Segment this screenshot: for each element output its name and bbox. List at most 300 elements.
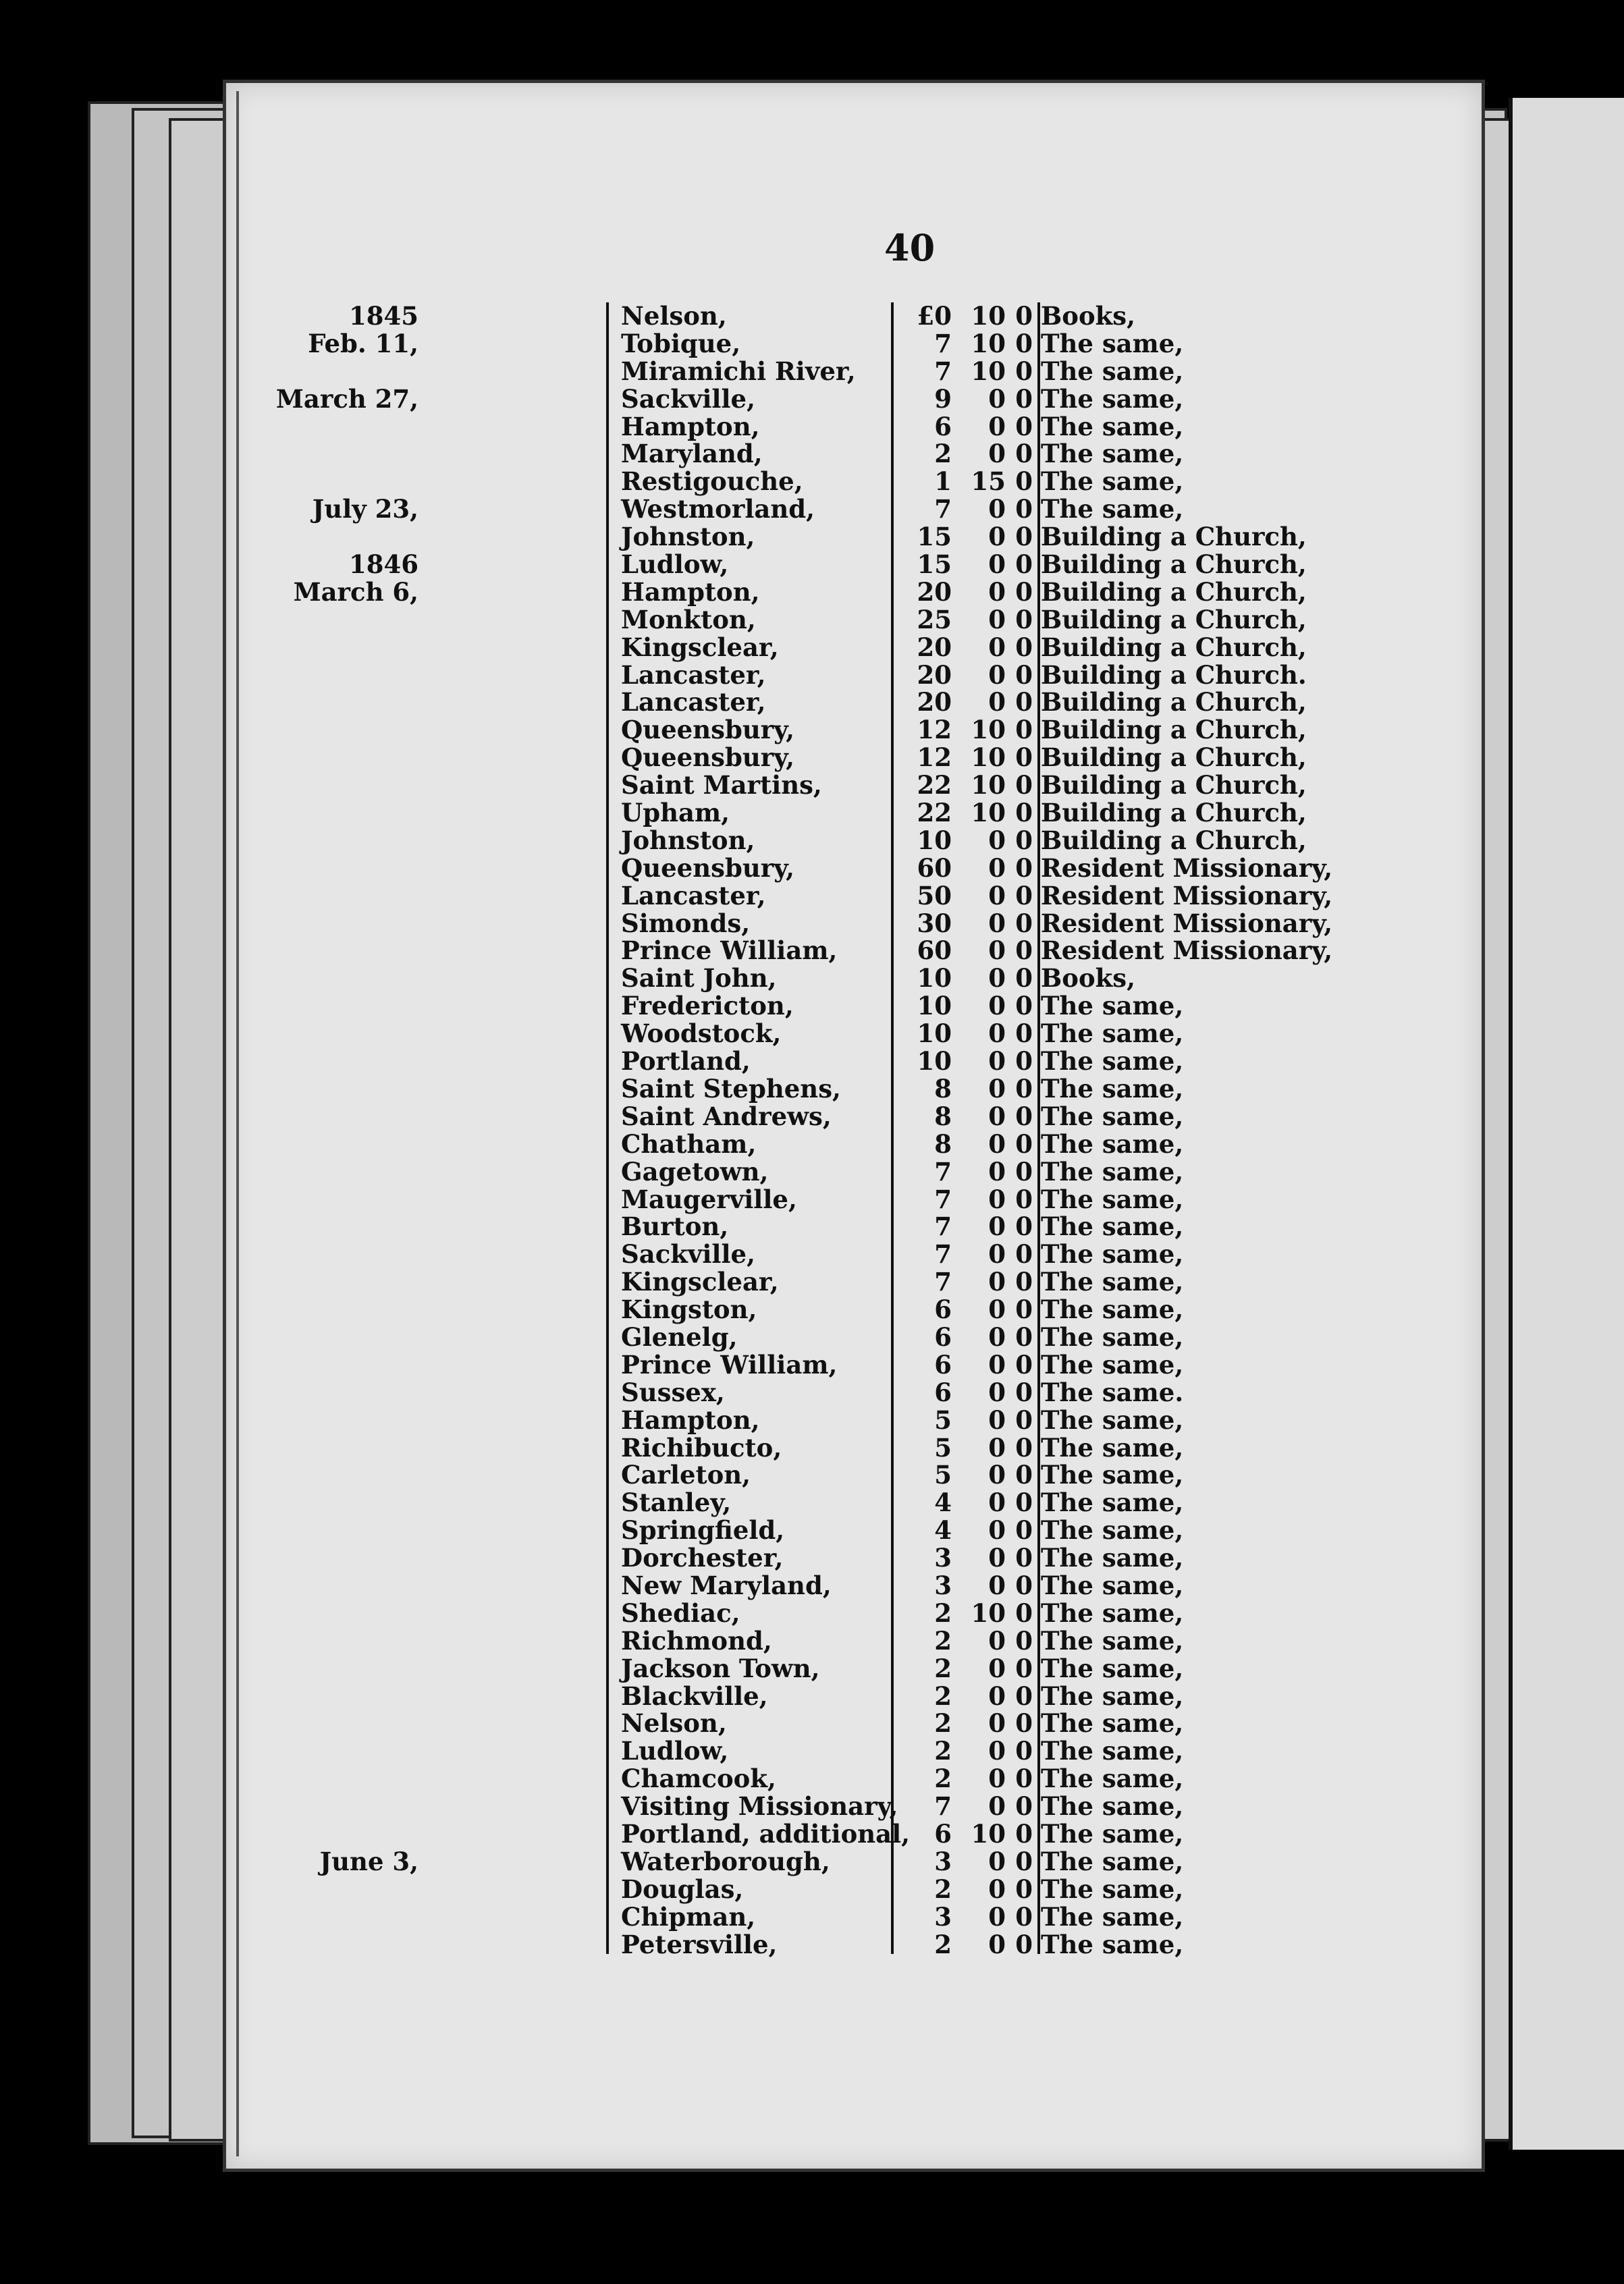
ledger-pounds: 2 — [934, 439, 952, 469]
ledger-place: Woodstock, — [621, 1018, 782, 1049]
ledger-place: Sussex, — [621, 1377, 725, 1407]
ledger-place: Johnston, — [621, 522, 755, 552]
ledger-pence: 0 — [1015, 1846, 1033, 1876]
ledger-pounds: 2 — [934, 1764, 952, 1794]
ledger-place: Sackville, — [621, 383, 755, 414]
ledger-place: Ludlow, — [621, 549, 729, 580]
ledger-shillings: 0 — [988, 1239, 1006, 1270]
ledger-place: Shediac, — [621, 1598, 740, 1628]
ledger-place: Visiting Missionary, — [621, 1791, 898, 1822]
ledger-shillings: 0 — [988, 852, 1006, 883]
ledger-date: June 3, — [319, 1846, 418, 1876]
ledger-pence: 0 — [1015, 1901, 1033, 1932]
ledger-shillings: 0 — [988, 1267, 1006, 1297]
ledger-pence: 0 — [1015, 1267, 1033, 1297]
ledger-pounds: 20 — [917, 687, 952, 717]
ledger-purpose: The same, — [1041, 1708, 1184, 1739]
ledger-pence: 0 — [1015, 1101, 1033, 1131]
ledger-place: Hampton, — [621, 1405, 760, 1435]
ledger-purpose: The same. — [1041, 1377, 1184, 1407]
ledger-shillings: 0 — [988, 963, 1006, 994]
ledger-pence: 0 — [1015, 659, 1033, 690]
ledger-shillings: 0 — [988, 1073, 1006, 1104]
ledger-date: 1845 — [349, 301, 418, 331]
ledger-shillings: 10 — [971, 328, 1006, 358]
ledger-place: Tobique, — [621, 328, 741, 358]
ledger-shillings: 10 — [971, 798, 1006, 828]
ledger-place: Saint Andrews, — [621, 1101, 832, 1131]
ledger-pence: 0 — [1015, 1129, 1033, 1159]
ledger-pence: 0 — [1015, 549, 1033, 580]
ledger-pence: 0 — [1015, 1929, 1033, 1959]
ledger-purpose: The same, — [1041, 1653, 1184, 1683]
ledger-place: Nelson, — [621, 1708, 727, 1739]
ledger-shillings: 0 — [988, 1570, 1006, 1600]
ledger-pence: 0 — [1015, 1156, 1033, 1187]
ledger-place: Kingsclear, — [621, 1267, 779, 1297]
ledger-purpose: The same, — [1041, 1322, 1184, 1352]
ledger-pounds: 6 — [934, 1322, 952, 1352]
ledger-purpose: The same, — [1041, 1570, 1184, 1600]
ledger-pence: 0 — [1015, 632, 1033, 662]
ledger-pence: 0 — [1015, 411, 1033, 441]
ledger-pounds: 4 — [934, 1488, 952, 1518]
ledger-shillings: 0 — [988, 1377, 1006, 1407]
ledger-pence: 0 — [1015, 1625, 1033, 1656]
ledger-pence: 0 — [1015, 1460, 1033, 1490]
ledger-pounds: 7 — [934, 1267, 952, 1297]
ledger-shillings: 0 — [988, 411, 1006, 441]
ledger-pounds: 2 — [934, 1708, 952, 1739]
ledger-pounds: 2 — [934, 1625, 952, 1656]
ledger-shillings: 0 — [988, 1295, 1006, 1325]
ledger-shillings: 0 — [988, 1432, 1006, 1463]
ledger-pence: 0 — [1015, 1295, 1033, 1325]
ledger-pence: 0 — [1015, 1377, 1033, 1407]
ledger-purpose: Building a Church, — [1041, 549, 1307, 580]
ledger-pence: 0 — [1015, 1322, 1033, 1352]
ledger-place: Queensbury, — [621, 852, 795, 883]
ledger-pounds: 12 — [917, 715, 952, 745]
ledger-pounds: 2 — [934, 1874, 952, 1904]
ledger-pence: 0 — [1015, 1598, 1033, 1628]
ledger-place: Burton, — [621, 1212, 729, 1242]
ledger-shillings: 0 — [988, 1625, 1006, 1656]
ledger-shillings: 0 — [988, 1543, 1006, 1573]
ledger-pounds: 2 — [934, 1929, 952, 1959]
ledger-pence: 0 — [1015, 522, 1033, 552]
ledger-purpose: Building a Church, — [1041, 715, 1307, 745]
ledger-pounds: 7 — [934, 356, 952, 386]
ledger-pounds: 10 — [917, 1018, 952, 1049]
ledger-place: Maryland, — [621, 439, 763, 469]
ledger-shillings: 0 — [988, 687, 1006, 717]
ledger-pence: 0 — [1015, 494, 1033, 524]
ledger-pence: 0 — [1015, 880, 1033, 910]
ledger-shillings: 0 — [988, 908, 1006, 938]
column-rule-place — [606, 302, 609, 1954]
ledger-place: Douglas, — [621, 1874, 744, 1904]
ledger-shillings: 0 — [988, 825, 1006, 855]
ledger-place: Prince William, — [621, 935, 838, 966]
ledger-pounds: 9 — [934, 383, 952, 414]
ledger-pence: 0 — [1015, 1791, 1033, 1822]
ledger-pounds: 7 — [934, 1156, 952, 1187]
ledger-purpose: The same, — [1041, 1515, 1184, 1546]
ledger-pence: 0 — [1015, 1570, 1033, 1600]
ledger-place: Queensbury, — [621, 715, 795, 745]
ledger-place: Lancaster, — [621, 880, 766, 910]
ledger-place: Waterborough, — [621, 1846, 830, 1876]
ledger-place: Monkton, — [621, 604, 756, 634]
column-rule-amount — [891, 302, 894, 1954]
ledger-place: Gagetown, — [621, 1156, 769, 1187]
ledger-purpose: The same, — [1041, 439, 1184, 469]
ledger-pence: 0 — [1015, 963, 1033, 994]
ledger-shillings: 0 — [988, 1018, 1006, 1049]
ledger-purpose: Resident Missionary, — [1041, 908, 1333, 938]
ledger-purpose: The same, — [1041, 1046, 1184, 1077]
facing-page-edge — [1509, 98, 1624, 2150]
ledger-pence: 0 — [1015, 1018, 1033, 1049]
ledger-pounds: 10 — [917, 963, 952, 994]
ledger-shillings: 0 — [988, 935, 1006, 966]
ledger-place: Hampton, — [621, 411, 760, 441]
ledger-pounds: 10 — [917, 991, 952, 1021]
ledger-pounds: 8 — [934, 1073, 952, 1104]
ledger-purpose: The same, — [1041, 411, 1184, 441]
ledger-pence: 0 — [1015, 908, 1033, 938]
ledger-pence: 0 — [1015, 301, 1033, 331]
ledger-shillings: 0 — [988, 1322, 1006, 1352]
ledger-pence: 0 — [1015, 825, 1033, 855]
ledger-pounds: 7 — [934, 1239, 952, 1270]
ledger-shillings: 0 — [988, 1349, 1006, 1380]
ledger-purpose: Books, — [1041, 963, 1135, 994]
ledger-shillings: 0 — [988, 1046, 1006, 1077]
ledger-pounds: 5 — [934, 1460, 952, 1490]
ledger-pence: 0 — [1015, 1488, 1033, 1518]
ledger-shillings: 0 — [988, 604, 1006, 634]
ledger-shillings: 0 — [988, 1901, 1006, 1932]
ledger-pence: 0 — [1015, 1405, 1033, 1435]
ledger-pounds: 4 — [934, 1515, 952, 1546]
ledger-purpose: Building a Church. — [1041, 659, 1307, 690]
page-number: 40 — [884, 226, 936, 269]
ledger-purpose: Resident Missionary, — [1041, 935, 1333, 966]
ledger-purpose: The same, — [1041, 1212, 1184, 1242]
ledger-place: New Maryland, — [621, 1570, 832, 1600]
ledger-pounds: £0 — [917, 301, 952, 331]
ledger-pounds: 6 — [934, 1818, 952, 1849]
ledger-place: Saint John, — [621, 963, 777, 994]
ledger-place: Dorchester, — [621, 1543, 784, 1573]
ledger-shillings: 0 — [988, 632, 1006, 662]
ledger-shillings: 0 — [988, 1764, 1006, 1794]
ledger-place: Petersville, — [621, 1929, 778, 1959]
ledger-pence: 0 — [1015, 1681, 1033, 1711]
ledger-purpose: Building a Church, — [1041, 604, 1307, 634]
ledger-pence: 0 — [1015, 935, 1033, 966]
ledger-pounds: 22 — [917, 798, 952, 828]
ledger-pounds: 5 — [934, 1432, 952, 1463]
ledger-pence: 0 — [1015, 1212, 1033, 1242]
ledger-purpose: The same, — [1041, 1846, 1184, 1876]
ledger-pounds: 2 — [934, 1653, 952, 1683]
ledger-place: Chatham, — [621, 1129, 757, 1159]
ledger-shillings: 0 — [988, 1460, 1006, 1490]
ledger-purpose: Building a Church, — [1041, 742, 1307, 773]
ledger-pence: 0 — [1015, 1653, 1033, 1683]
ledger-pounds: 8 — [934, 1101, 952, 1131]
ledger-pounds: 25 — [917, 604, 952, 634]
ledger-pounds: 6 — [934, 1349, 952, 1380]
ledger-pence: 0 — [1015, 1073, 1033, 1104]
ledger-pounds: 50 — [917, 880, 952, 910]
ledger-shillings: 0 — [988, 659, 1006, 690]
ledger-purpose: The same, — [1041, 466, 1184, 497]
ledger-place: Springfield, — [621, 1515, 785, 1546]
ledger-purpose: The same, — [1041, 1018, 1184, 1049]
ledger-pounds: 7 — [934, 494, 952, 524]
ledger-purpose: The same, — [1041, 356, 1184, 386]
ledger-shillings: 15 — [971, 466, 1006, 497]
ledger-place: Saint Martins, — [621, 770, 822, 800]
ledger-purpose: Building a Church, — [1041, 522, 1307, 552]
ledger-place: Nelson, — [621, 301, 727, 331]
ledger-shillings: 0 — [988, 1681, 1006, 1711]
ledger-pounds: 5 — [934, 1405, 952, 1435]
ledger-shillings: 0 — [988, 1708, 1006, 1739]
ledger-purpose: Building a Church, — [1041, 798, 1307, 828]
ledger-place: Carleton, — [621, 1460, 751, 1490]
ledger-pence: 0 — [1015, 1874, 1033, 1904]
ledger-shillings: 0 — [988, 1156, 1006, 1187]
ledger-place: Portland, additional, — [621, 1818, 911, 1849]
ledger-pence: 0 — [1015, 715, 1033, 745]
ledger-pence: 0 — [1015, 439, 1033, 469]
ledger-date: March 6, — [293, 576, 418, 607]
ledger-pence: 0 — [1015, 383, 1033, 414]
ledger-pence: 0 — [1015, 604, 1033, 634]
ledger-shillings: 0 — [988, 1405, 1006, 1435]
ledger-pence: 0 — [1015, 770, 1033, 800]
ledger-pounds: 20 — [917, 632, 952, 662]
ledger-place: Sackville, — [621, 1239, 755, 1270]
ledger-pence: 0 — [1015, 687, 1033, 717]
ledger-pounds: 15 — [917, 522, 952, 552]
ledger-date: July 23, — [312, 494, 418, 524]
ledger-shillings: 10 — [971, 301, 1006, 331]
ledger-shillings: 0 — [988, 1515, 1006, 1546]
ledger-pounds: 6 — [934, 411, 952, 441]
ledger-purpose: Building a Church, — [1041, 770, 1307, 800]
ledger-place: Lancaster, — [621, 659, 766, 690]
ledger-purpose: The same, — [1041, 1681, 1184, 1711]
ledger-pounds: 20 — [917, 576, 952, 607]
ledger-shillings: 10 — [971, 1598, 1006, 1628]
ledger-pounds: 60 — [917, 852, 952, 883]
ledger-place: Stanley, — [621, 1488, 732, 1518]
ledger-purpose: Books, — [1041, 301, 1135, 331]
ledger-shillings: 0 — [988, 1129, 1006, 1159]
ledger-place: Queensbury, — [621, 742, 795, 773]
ledger-pounds: 7 — [934, 1184, 952, 1214]
ledger-pounds: 3 — [934, 1570, 952, 1600]
ledger-shillings: 0 — [988, 439, 1006, 469]
ledger-place: Glenelg, — [621, 1322, 738, 1352]
ledger-pence: 0 — [1015, 328, 1033, 358]
ledger-pence: 0 — [1015, 798, 1033, 828]
ledger-place: Maugerville, — [621, 1184, 797, 1214]
ledger-purpose: The same, — [1041, 1184, 1184, 1214]
ledger-pence: 0 — [1015, 466, 1033, 497]
ledger-date: March 27, — [275, 383, 418, 414]
ledger-purpose: Building a Church, — [1041, 576, 1307, 607]
ledger-pounds: 7 — [934, 1212, 952, 1242]
ledger-shillings: 0 — [988, 1874, 1006, 1904]
ledger-pence: 0 — [1015, 852, 1033, 883]
ledger-pounds: 10 — [917, 825, 952, 855]
ledger-purpose: The same, — [1041, 494, 1184, 524]
ledger-shillings: 0 — [988, 522, 1006, 552]
ledger-pence: 0 — [1015, 576, 1033, 607]
ledger-pence: 0 — [1015, 1239, 1033, 1270]
ledger-place: Fredericton, — [621, 991, 794, 1021]
ledger-shillings: 0 — [988, 1736, 1006, 1766]
ledger-pounds: 3 — [934, 1901, 952, 1932]
ledger-shillings: 0 — [988, 880, 1006, 910]
ledger-pence: 0 — [1015, 1818, 1033, 1849]
ledger-shillings: 10 — [971, 715, 1006, 745]
ledger-place: Simonds, — [621, 908, 751, 938]
ledger-purpose: The same, — [1041, 1543, 1184, 1573]
ledger-place: Lancaster, — [621, 687, 766, 717]
ledger-shillings: 0 — [988, 549, 1006, 580]
ledger-shillings: 0 — [988, 1791, 1006, 1822]
ledger-purpose: Resident Missionary, — [1041, 880, 1333, 910]
ledger-place: Chamcook, — [621, 1764, 776, 1794]
ledger-purpose: The same, — [1041, 1239, 1184, 1270]
ledger-pounds: 1 — [934, 466, 952, 497]
ledger-purpose: The same, — [1041, 1625, 1184, 1656]
ledger-purpose: The same, — [1041, 1432, 1184, 1463]
ledger-shillings: 0 — [988, 383, 1006, 414]
ledger-shillings: 10 — [971, 770, 1006, 800]
ledger-date: 1846 — [349, 549, 418, 580]
ledger-purpose: The same, — [1041, 1405, 1184, 1435]
ledger-pence: 0 — [1015, 1543, 1033, 1573]
ledger-shillings: 0 — [988, 1488, 1006, 1518]
ledger-pence: 0 — [1015, 356, 1033, 386]
ledger-shillings: 10 — [971, 1818, 1006, 1849]
ledger-pence: 0 — [1015, 1349, 1033, 1380]
ledger-pounds: 2 — [934, 1598, 952, 1628]
ledger-shillings: 0 — [988, 991, 1006, 1021]
ledger-pounds: 6 — [934, 1377, 952, 1407]
ledger-shillings: 0 — [988, 494, 1006, 524]
ledger-place: Jackson Town, — [621, 1653, 820, 1683]
ledger-pounds: 60 — [917, 935, 952, 966]
ledger-pence: 0 — [1015, 991, 1033, 1021]
ledger-place: Hampton, — [621, 576, 760, 607]
ledger-purpose: The same, — [1041, 1349, 1184, 1380]
ledger-shillings: 10 — [971, 356, 1006, 386]
ledger-purpose: The same, — [1041, 1874, 1184, 1904]
ledger-pence: 0 — [1015, 742, 1033, 773]
ledger-pounds: 2 — [934, 1681, 952, 1711]
ledger-purpose: The same, — [1041, 1901, 1184, 1932]
ledger-place: Restigouche, — [621, 466, 803, 497]
ledger-pounds: 8 — [934, 1129, 952, 1159]
ledger-purpose: The same, — [1041, 1488, 1184, 1518]
ledger-pence: 0 — [1015, 1736, 1033, 1766]
ledger-place: Richibucto, — [621, 1432, 782, 1463]
ledger-date: Feb. 11, — [308, 328, 418, 358]
ledger-purpose: The same, — [1041, 1129, 1184, 1159]
ledger-purpose: Resident Missionary, — [1041, 852, 1333, 883]
ledger-pence: 0 — [1015, 1046, 1033, 1077]
ledger-shillings: 0 — [988, 1101, 1006, 1131]
ledger-pence: 0 — [1015, 1764, 1033, 1794]
ledger-purpose: The same, — [1041, 328, 1184, 358]
ledger-place: Upham, — [621, 798, 730, 828]
ledger-pounds: 30 — [917, 908, 952, 938]
ledger-purpose: The same, — [1041, 1598, 1184, 1628]
ledger-place: Kingston, — [621, 1295, 757, 1325]
ledger-purpose: The same, — [1041, 1460, 1184, 1490]
ledger-pounds: 3 — [934, 1846, 952, 1876]
ledger-pence: 0 — [1015, 1708, 1033, 1739]
ledger-purpose: Building a Church, — [1041, 687, 1307, 717]
ledger-place: Westmorland, — [621, 494, 815, 524]
ledger-purpose: The same, — [1041, 1764, 1184, 1794]
ledger-pounds: 20 — [917, 659, 952, 690]
ledger-pounds: 7 — [934, 328, 952, 358]
ledger-purpose: The same, — [1041, 991, 1184, 1021]
ledger-shillings: 0 — [988, 576, 1006, 607]
ledger-purpose: The same, — [1041, 383, 1184, 414]
ledger-shillings: 0 — [988, 1212, 1006, 1242]
ledger-place: Johnston, — [621, 825, 755, 855]
ledger-pounds: 3 — [934, 1543, 952, 1573]
ledger-shillings: 10 — [971, 742, 1006, 773]
ledger-pounds: 22 — [917, 770, 952, 800]
ledger-pence: 0 — [1015, 1184, 1033, 1214]
ledger-purpose: The same, — [1041, 1295, 1184, 1325]
ledger-purpose: The same, — [1041, 1929, 1184, 1959]
ledger-pounds: 12 — [917, 742, 952, 773]
ledger-pounds: 15 — [917, 549, 952, 580]
ledger-purpose: The same, — [1041, 1156, 1184, 1187]
ledger-purpose: Building a Church, — [1041, 825, 1307, 855]
ledger-pounds: 7 — [934, 1791, 952, 1822]
ledger-shillings: 0 — [988, 1184, 1006, 1214]
ledger-pounds: 10 — [917, 1046, 952, 1077]
ledger-place: Chipman, — [621, 1901, 756, 1932]
ledger-purpose: Building a Church, — [1041, 632, 1307, 662]
ledger-place: Prince William, — [621, 1349, 838, 1380]
ledger-place: Richmond, — [621, 1625, 772, 1656]
ledger-shillings: 0 — [988, 1929, 1006, 1959]
ledger-place: Blackville, — [621, 1681, 768, 1711]
ledger-pence: 0 — [1015, 1515, 1033, 1546]
ledger-pence: 0 — [1015, 1432, 1033, 1463]
ledger-purpose: The same, — [1041, 1818, 1184, 1849]
ledger-purpose: The same, — [1041, 1073, 1184, 1104]
ledger-purpose: The same, — [1041, 1101, 1184, 1131]
ledger-place: Portland, — [621, 1046, 751, 1077]
